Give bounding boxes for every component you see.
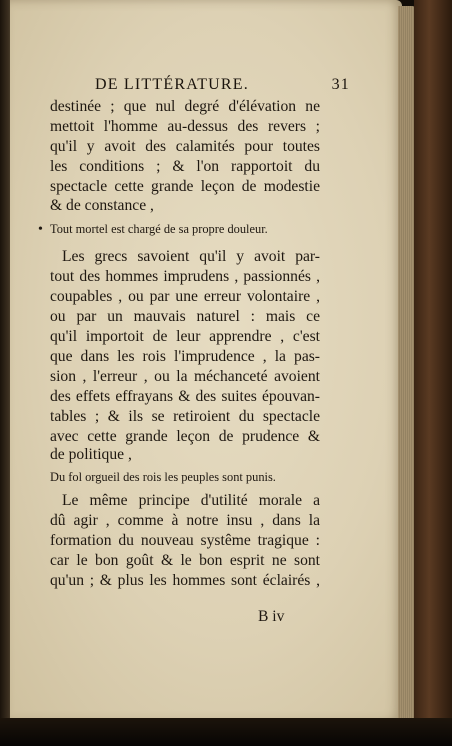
- text-line: car le bon goût & le bon esprit ne sont: [50, 552, 320, 569]
- bottom-shadow: [0, 718, 452, 746]
- text-line: des effets effrayans & des suites épouvan-: [50, 388, 320, 405]
- text-line: qu'il importoit de leur apprendre , c'est: [50, 328, 320, 345]
- text-line: & de constance ,: [50, 197, 154, 214]
- text-line: que dans les rois l'imprudence , la pas-: [50, 348, 320, 365]
- text-line: tables ; & ils se retiroient du spectacle: [50, 408, 320, 425]
- text-line: destinée ; que nul degré d'élévation ne: [50, 98, 320, 115]
- running-title: DE LITTÉRATURE.: [95, 76, 249, 93]
- text-line: mettoit l'homme au-dessus des revers ;: [50, 118, 320, 135]
- text-line: qu'il y avoit des calamités pour toutes: [50, 138, 320, 155]
- text-line: de politique ,: [50, 446, 132, 463]
- text-line: sion , l'erreur , ou la méchanceté avoient: [50, 368, 320, 385]
- text-line: avec cette grande leçon de prudence &: [50, 428, 320, 445]
- text-line: dû agir , comme à notre insu , dans la: [50, 512, 320, 529]
- text-line: formation du nouveau systême tragique :: [50, 532, 320, 549]
- signature-mark: B iv: [258, 608, 285, 625]
- verse-quote: Du fol orgueil des rois les peuples sont punis.: [50, 470, 276, 484]
- text-line: les conditions ; & l'on rapportoit du: [50, 158, 320, 175]
- book-cover: [414, 0, 452, 746]
- text-line: Le même principe d'utilité morale a: [62, 492, 320, 509]
- verse-quote: Tout mortel est chargé de sa propre douleur.: [50, 222, 268, 236]
- text-line: spectacle cette grande leçon de modestie: [50, 178, 320, 195]
- text-line: Les grecs savoient qu'il y avoit par-: [62, 248, 320, 265]
- text-line: qu'un ; & plus les hommes sont éclairés ,: [50, 572, 320, 589]
- text-line: tout des hommes imprudens , passionnés ,: [50, 268, 320, 285]
- text-line: coupables , ou par une erreur volontaire ,: [50, 288, 320, 305]
- running-header: [95, 76, 350, 94]
- text-line: ou par un mauvais naturel : mais ce: [50, 308, 320, 325]
- bullet-mark: •: [38, 222, 43, 237]
- page-number: 31: [331, 76, 350, 93]
